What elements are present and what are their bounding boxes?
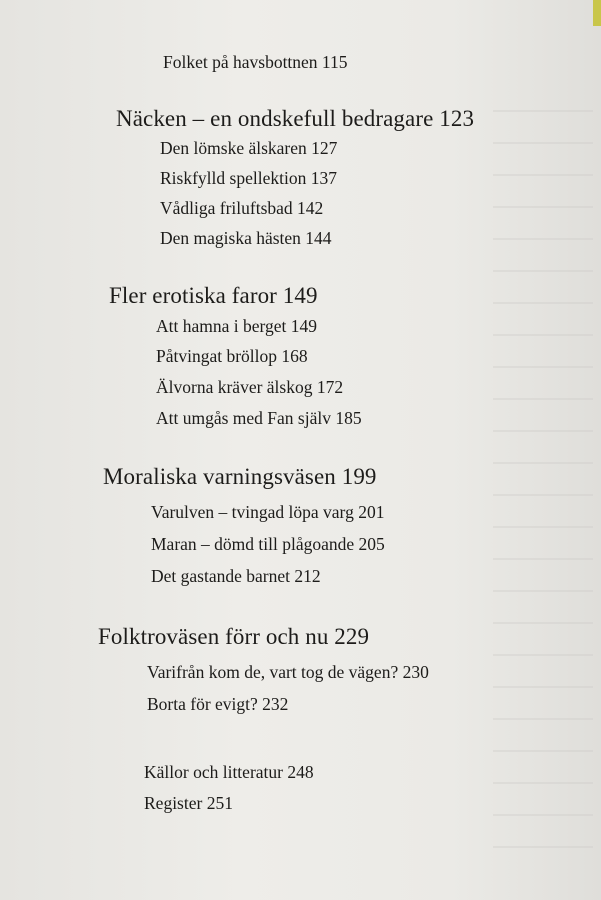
toc-entry: Varulven – tvingad löpa varg 201 (151, 502, 385, 522)
toc-entry: Vådliga friluftsbad 142 (160, 198, 324, 218)
toc-entry: Folket på havsbottnen 115 (163, 52, 348, 72)
toc-section-title: Näcken – en ondskefull bedragare 123 (116, 106, 475, 131)
toc-entry: Maran – dömd till plågoande 205 (151, 534, 385, 554)
toc-entry: Att umgås med Fan själv 185 (156, 408, 362, 428)
toc-entry: Älvorna kräver älskog 172 (156, 377, 344, 397)
toc-entry: Det gastande barnet 212 (151, 566, 321, 586)
toc-entry: Register 251 (144, 793, 233, 813)
toc-section-title: Fler erotiska faror 149 (109, 283, 318, 308)
toc-entry: Varifrån kom de, vart tog de vägen? 230 (147, 662, 429, 682)
toc-entry: Den lömske älskaren 127 (160, 138, 338, 158)
toc-section-title: Folktroväsen förr och nu 229 (98, 624, 370, 649)
toc-section-title: Moraliska varningsväsen 199 (103, 464, 377, 489)
toc-entry: Riskfylld spellektion 137 (160, 168, 337, 188)
toc-entry: Källor och litteratur 248 (144, 762, 314, 782)
toc-entry: Att hamna i berget 149 (156, 316, 318, 336)
toc-entry: Påtvingat bröllop 168 (156, 346, 308, 366)
toc-entry: Den magiska hästen 144 (160, 228, 332, 248)
toc-entry: Borta för evigt? 232 (147, 694, 289, 714)
